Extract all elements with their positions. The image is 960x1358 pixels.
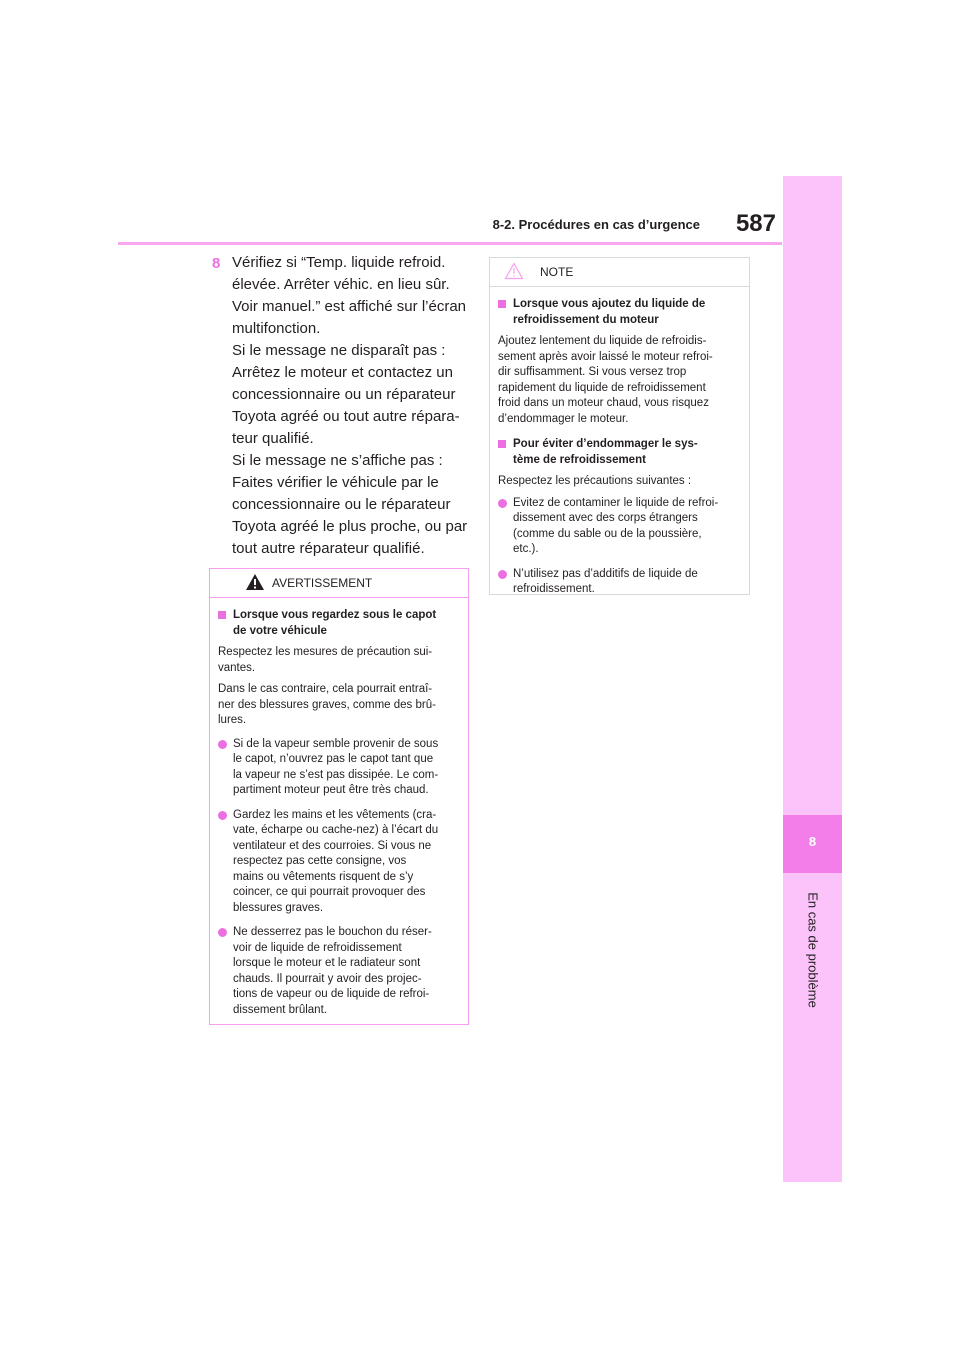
note-title: NOTE <box>540 265 574 279</box>
note-body <box>490 287 749 598</box>
paragraph-line: ner des blessures graves, comme des brû- <box>218 698 436 711</box>
paragraph-line: rapidement du liquide de refroidissement <box>498 381 706 394</box>
step-line: concessionnaire ou un réparateur <box>232 386 456 403</box>
note-box <box>489 257 750 595</box>
bullet-line: tions de vapeur ou de liquide de refroi- <box>233 988 430 1000</box>
step-line: Si le message ne s’affiche pas : <box>232 452 443 469</box>
section-title: 8-2. Procédures en cas d’urgence <box>492 217 700 232</box>
warning-body <box>210 598 468 1018</box>
step-line: multifonction. <box>232 320 321 337</box>
chapter-side-tab <box>783 176 842 1182</box>
step-number: 8 <box>212 255 221 272</box>
bullet-item <box>218 808 460 917</box>
square-bullet-icon <box>218 611 226 619</box>
bullet-line: mains ou vêtements risquent de s’y <box>233 870 414 883</box>
step-line: concessionnaire ou le réparateur <box>232 496 451 513</box>
bullet-line: dissement brûlant. <box>233 1003 327 1016</box>
heading-line: tème de refroidissement <box>513 453 646 466</box>
bullet-line: le capot, n’ouvrez pas le capot tant que <box>233 753 434 765</box>
warning-triangle-icon <box>245 573 265 591</box>
paragraph-line: Respectez les mesures de précaution sui- <box>218 646 433 658</box>
bullet-item <box>498 567 741 598</box>
step-line: Voir manuel.” est affiché sur l’écran <box>232 298 467 315</box>
bullet-line: la vapeur ne s’est pas dissipée. Le com- <box>233 768 439 781</box>
bullet-line: voir de liquide de refroidissement <box>233 941 402 954</box>
bullet-line: refroidissement. <box>513 583 595 595</box>
bullet-line: ventilateur et des courroies. Si vous ne <box>233 839 432 852</box>
caution-triangle-icon <box>504 262 524 280</box>
bullet-line: lorsque le moteur et le radiateur sont <box>233 957 421 969</box>
warning-title: AVERTISSEMENT <box>272 576 373 590</box>
paragraph <box>218 682 460 729</box>
step-line: élevée. Arrêter véhic. en lieu sûr. <box>232 276 450 293</box>
step-line: Faites vérifier le véhicule par le <box>232 474 439 491</box>
bullet-line: etc.). <box>513 543 539 555</box>
bullet-line: Gardez les mains et les vêtements (cra- <box>233 808 437 821</box>
warning-box <box>209 568 469 1025</box>
step-line: teur qualifié. <box>232 430 314 447</box>
paragraph-line: vantes. <box>218 661 256 674</box>
paragraph-line: dir suffisamment. Si vous versez trop <box>498 366 687 378</box>
bullet-line: chauds. Il pourrait y avoir des projec- <box>233 972 422 985</box>
chapter-title: En cas de problème <box>805 892 821 1008</box>
heading-line: de votre véhicule <box>233 624 327 637</box>
step-line: tout autre réparateur qualifié. <box>232 540 425 557</box>
heading-line: Pour éviter d’endommager le sys- <box>513 438 698 450</box>
bullet-line: Evitez de contaminer le liquide de refroi- <box>513 496 719 509</box>
paragraph <box>218 645 460 676</box>
step-line: Toyota agréé ou tout autre répara- <box>232 408 460 425</box>
step-line: Toyota agréé le plus proche, ou par <box>232 518 468 535</box>
paragraph-line: Respectez les précautions suivantes : <box>498 475 692 487</box>
bullet-item <box>218 925 460 1018</box>
paragraph-line: lures. <box>218 714 247 726</box>
heading-line: refroidissement du moteur <box>513 313 659 326</box>
bullet-line: Ne desserrez pas le bouchon du réser- <box>233 926 432 938</box>
page-number: 587 <box>735 210 776 237</box>
paragraph <box>498 334 741 427</box>
bullet-line: blessures graves. <box>233 901 324 914</box>
circle-bullet-icon <box>498 570 507 579</box>
chapter-title-container <box>782 880 844 1020</box>
bullet-line: dissement avec des corps étrangers <box>513 512 698 524</box>
warning-heading <box>218 608 460 639</box>
bullet-line: coincer, ce qui pourrait provoquer des <box>233 886 426 898</box>
paragraph-line: Dans le cas contraire, cela pourrait entraî- <box>218 683 433 695</box>
paragraph-line: froid dans un moteur chaud, vous risquez <box>498 397 709 409</box>
bullet-item <box>498 496 741 558</box>
paragraph-line: sement après avoir laissé le moteur refroi- <box>498 350 713 363</box>
chapter-number: 8 <box>808 834 817 849</box>
bullet-line: N’utilisez pas d’additifs de liquide de <box>513 567 698 580</box>
circle-bullet-icon <box>218 811 227 820</box>
step-line: Arrêtez le moteur et contactez un <box>232 364 453 381</box>
circle-bullet-icon <box>218 928 227 937</box>
note-heading <box>498 437 741 468</box>
bullet-line: partiment moteur peut être très chaud. <box>233 784 429 796</box>
square-bullet-icon <box>498 440 506 448</box>
bullet-line: Si de la vapeur semble provenir de sous <box>233 737 439 750</box>
paragraph-line: Ajoutez lentement du liquide de refroidis- <box>498 335 707 347</box>
bullet-line: (comme du sable ou de la poussière, <box>513 527 702 540</box>
step-line: Vérifiez si “Temp. liquide refroid. <box>232 254 446 271</box>
paragraph-line: d’endommager le moteur. <box>498 412 629 425</box>
bullet-item <box>218 737 460 799</box>
step-text <box>232 252 472 560</box>
square-bullet-icon <box>498 300 506 308</box>
circle-bullet-icon <box>218 740 227 749</box>
bullet-line: vate, écharpe ou cache-nez) à l’écart du <box>233 824 439 836</box>
paragraph <box>498 474 741 490</box>
heading-line: Lorsque vous regardez sous le capot <box>233 609 437 621</box>
header-rule <box>118 242 782 245</box>
warning-header <box>210 569 468 598</box>
note-header <box>490 258 749 287</box>
circle-bullet-icon <box>498 499 507 508</box>
step-line: Si le message ne disparaît pas : <box>232 342 446 359</box>
heading-line: Lorsque vous ajoutez du liquide de <box>513 298 706 310</box>
bullet-line: respectez pas cette consigne, vos <box>233 855 407 867</box>
note-heading <box>498 297 741 328</box>
